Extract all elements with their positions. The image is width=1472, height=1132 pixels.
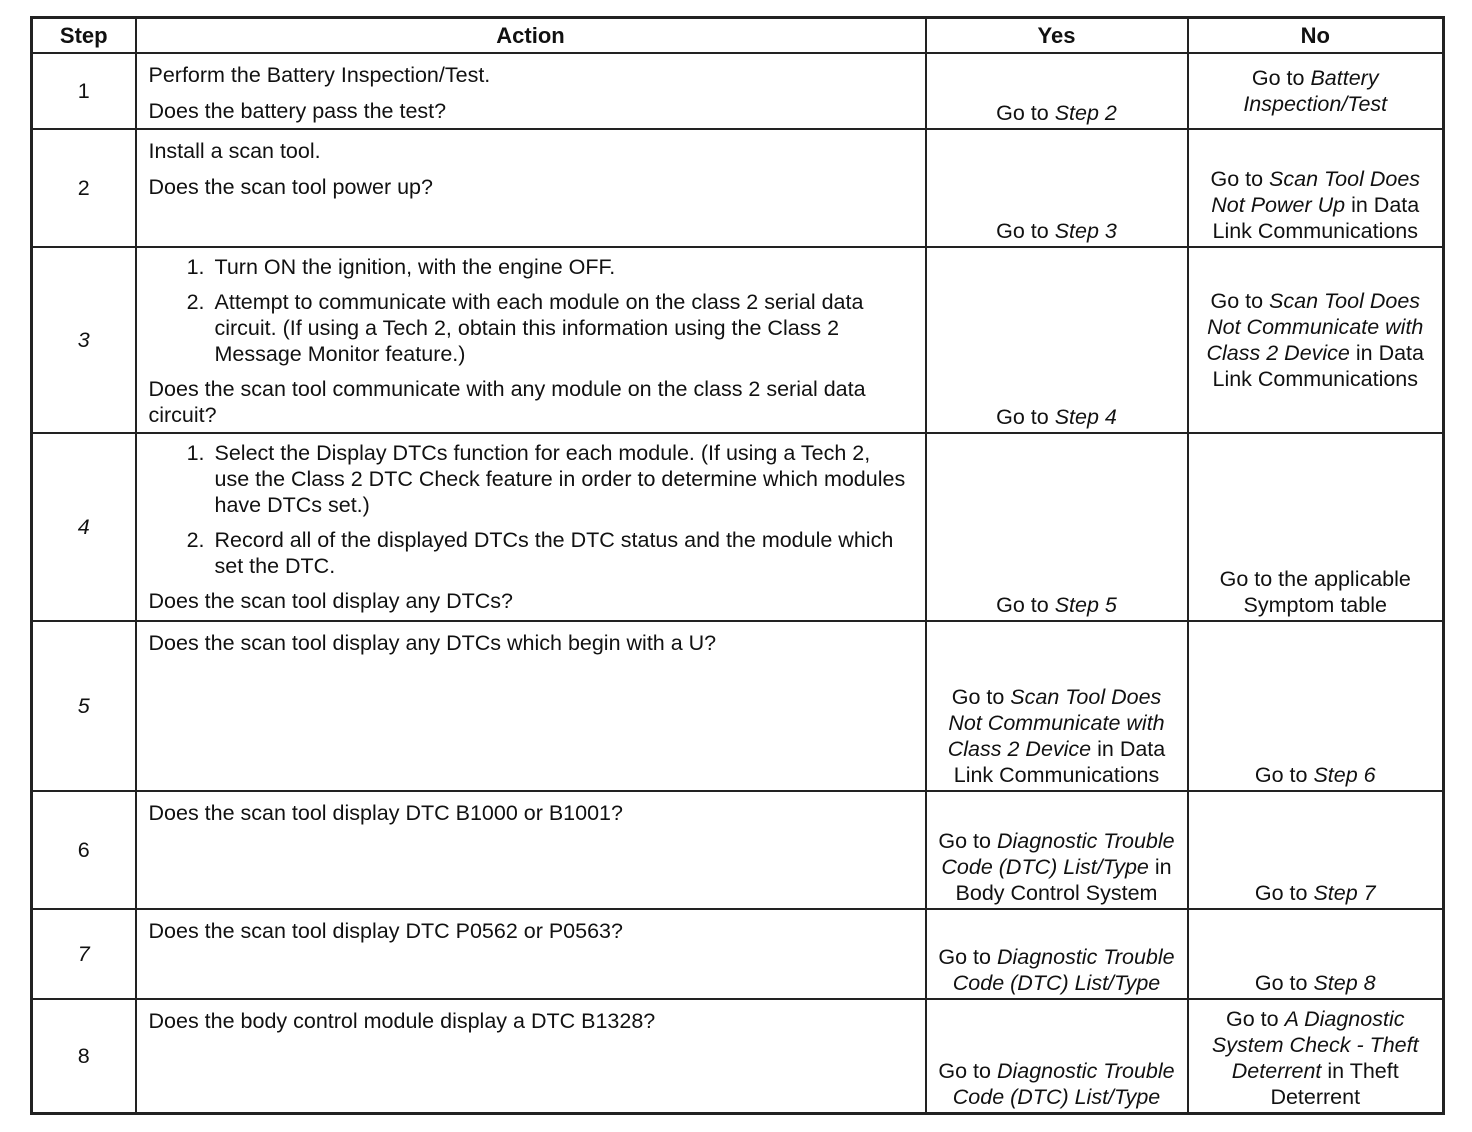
yes-cell — [926, 247, 1188, 433]
table-row — [32, 433, 1444, 621]
reference-link: Step 5 — [1054, 593, 1117, 617]
table-row — [32, 129, 1444, 247]
reference-link: Battery Inspection/Test — [1243, 66, 1388, 116]
table-row — [32, 621, 1444, 791]
no-cell — [1188, 621, 1444, 791]
action-cell — [136, 433, 926, 621]
reference-link: Step 8 — [1313, 971, 1376, 995]
header-step: Step — [32, 18, 136, 54]
reference-link: Diagnostic Trouble Code (DTC) List/Type — [941, 829, 1175, 879]
cell-text: Go to — [1254, 763, 1314, 787]
action-steps-list — [149, 254, 907, 367]
cell-text: Go to — [1251, 66, 1311, 90]
step-number: 7 — [32, 909, 136, 999]
table-row — [32, 247, 1444, 433]
yes-cell — [926, 909, 1188, 999]
cell-text: Go to — [938, 1058, 997, 1083]
action-cell — [136, 791, 926, 909]
reference-link: Diagnostic Trouble Code (DTC) List/Type — [952, 1058, 1175, 1109]
reference-link: Step 7 — [1313, 881, 1376, 905]
header-no: No — [1188, 18, 1444, 54]
table-row — [32, 791, 1444, 909]
reference-link: Scan Tool Does Not Communicate with Class 2 Device — [947, 685, 1165, 761]
table-row — [32, 53, 1444, 129]
reference-link: Diagnostic Trouble Code (DTC) List/Type — [952, 945, 1175, 995]
action-question: Does the scan tool display DTC B1000 or B1001? — [148, 801, 623, 825]
action-step-item: 2. Attempt to communicate with each module on the class 2 serial data circuit. (If using a Tech 2, obtain this information using the Class 2 Message Monitor feature.) — [211, 289, 907, 367]
header-action: Action — [136, 18, 926, 54]
step-number: 6 — [32, 791, 136, 909]
action-cell — [136, 621, 926, 791]
action-question: Does the scan tool display DTC P0562 or P0563? — [148, 919, 623, 943]
action-text: Perform the Battery Inspection/Test. — [148, 63, 491, 87]
cell-text: Go to — [1254, 971, 1314, 995]
cell-text: Go to — [996, 101, 1055, 125]
reference-link: Scan Tool Does Not Communicate with Class 2 Device — [1206, 289, 1424, 365]
reference-link: Step 4 — [1054, 405, 1117, 429]
action-step-item: 2. Record all of the displayed DTCs the DTC status and the module which set the DTC. — [211, 527, 907, 579]
cell-text: Go to — [938, 945, 997, 969]
no-cell — [1188, 433, 1444, 621]
step-number: 8 — [32, 999, 136, 1113]
step-number: 2 — [32, 129, 136, 247]
cell-text: in Body Control System — [955, 855, 1172, 905]
cell-text: Go to — [1226, 1006, 1285, 1031]
cell-text: in Data Link Communications — [953, 737, 1166, 787]
action-cell — [136, 247, 926, 433]
header-yes: Yes — [926, 18, 1188, 54]
cell-text: Go to — [1210, 167, 1270, 191]
action-question: Does the scan tool display any DTCs which begin with a U? — [148, 631, 717, 655]
cell-text: in Data Link Communications — [1212, 193, 1420, 243]
reference-link: Step 2 — [1054, 101, 1117, 125]
yes-cell — [926, 621, 1188, 791]
action-step-item: 1. Turn ON the ignition, with the engine OFF. — [211, 254, 907, 280]
reference-link: Step 3 — [1054, 219, 1117, 243]
yes-cell — [926, 433, 1188, 621]
action-question: Does the scan tool communicate with any module on the class 2 serial data circuit? — [148, 377, 866, 427]
yes-cell — [926, 129, 1188, 247]
action-question: Does the scan tool power up? — [148, 175, 433, 199]
no-cell — [1188, 247, 1444, 433]
header-row — [32, 18, 1444, 54]
action-text: Install a scan tool. — [148, 139, 321, 163]
cell-text: in Data Link Communications — [1212, 341, 1424, 391]
action-cell — [136, 129, 926, 247]
action-cell — [136, 909, 926, 999]
reference-link: Step 6 — [1313, 763, 1376, 787]
no-cell — [1188, 999, 1444, 1113]
action-question: Does the battery pass the test? — [148, 99, 447, 123]
cell-text: Go to — [1254, 881, 1314, 905]
step-number: 3 — [32, 247, 136, 433]
no-cell — [1188, 791, 1444, 909]
diagnostic-table — [30, 16, 1445, 1115]
cell-text: Go to — [996, 593, 1055, 617]
reference-link: A Diagnostic System Check - Theft Deterrent — [1211, 1006, 1419, 1083]
step-number: 5 — [32, 621, 136, 791]
no-cell — [1188, 53, 1444, 129]
cell-text: Go to — [996, 219, 1055, 243]
cell-text: Go to — [1210, 289, 1270, 313]
cell-text: Go to — [996, 405, 1055, 429]
step-number: 1 — [32, 53, 136, 129]
no-cell — [1188, 909, 1444, 999]
table-row — [32, 909, 1444, 999]
cell-text: Go to — [938, 829, 997, 853]
action-question: Does the scan tool display any DTCs? — [148, 589, 513, 613]
cell-text: in Theft Deterrent — [1270, 1058, 1399, 1109]
yes-cell — [926, 999, 1188, 1113]
action-cell — [136, 999, 926, 1113]
action-question: Does the body control module display a DTC B1328? — [148, 1009, 656, 1033]
reference-link: Scan Tool Does Not Power Up — [1211, 167, 1421, 217]
cell-text: Go to — [951, 685, 1011, 709]
yes-cell — [926, 53, 1188, 129]
no-cell — [1188, 129, 1444, 247]
step-number: 4 — [32, 433, 136, 621]
action-cell — [136, 53, 926, 129]
action-steps-list — [149, 440, 907, 579]
cell-text: Go to the applicable Symptom table — [1219, 567, 1411, 617]
table-row — [32, 999, 1444, 1113]
action-step-item: 1. Select the Display DTCs function for each module. (If using a Tech 2, use the Class 2 DTC Check feature in order to determine which modules have DTCs set.) — [211, 440, 907, 518]
yes-cell — [926, 791, 1188, 909]
